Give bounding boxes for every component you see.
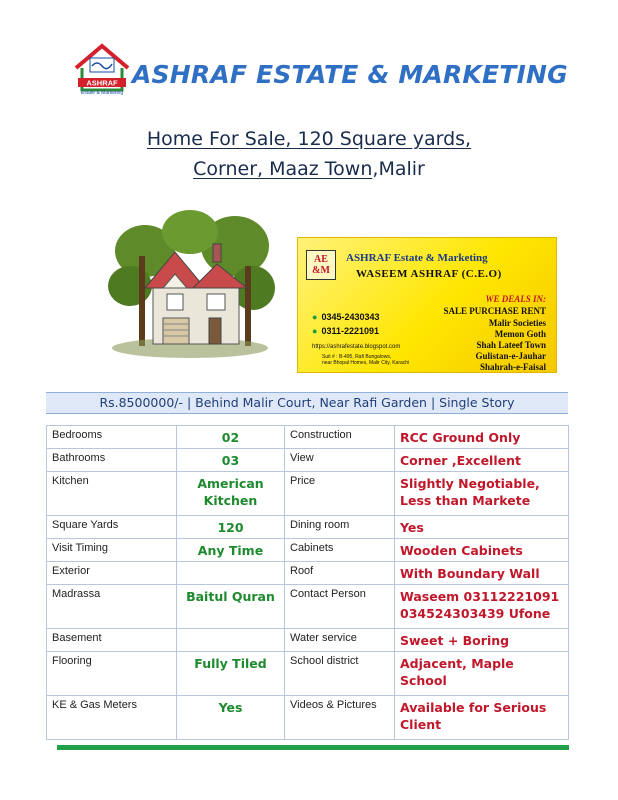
logo-text: ASHRAF xyxy=(86,78,118,88)
spec-label: Basement xyxy=(47,629,177,652)
headline-line2-underlined: Corner, Maaz Town xyxy=(193,158,373,180)
brand-title: ASHRAF ESTATE & MARKETING xyxy=(132,60,568,89)
spec-label: School district xyxy=(285,652,395,696)
spec-label: Construction xyxy=(285,426,395,449)
table-row xyxy=(47,629,569,652)
spec-value: Sweet + Boring xyxy=(395,629,569,652)
area-item: Malir Societies xyxy=(488,318,546,328)
area-item: Memon Goth xyxy=(494,329,546,339)
property-spec-table xyxy=(46,425,569,740)
spec-value: 02 xyxy=(177,426,285,449)
card-services: SALE PURCHASE RENT xyxy=(443,306,546,316)
card-phone-2: ● 0311-2221091 xyxy=(312,326,379,336)
table-row xyxy=(47,516,569,539)
spec-label: Visit Timing xyxy=(47,539,177,562)
spec-label: Bedrooms xyxy=(47,426,177,449)
table-row xyxy=(47,652,569,696)
table-row xyxy=(47,472,569,516)
area-item: Shahrah-e-Faisal xyxy=(479,362,546,372)
house-illustration xyxy=(105,196,275,366)
spec-label: Madrassa xyxy=(47,585,177,629)
logo-subtext: Estate & Marketing xyxy=(80,90,124,96)
address-line1: Suit # : B-495, Rafi Bungalows, xyxy=(322,354,392,360)
card-website: https://ashrafestate.blogspot.com xyxy=(312,344,401,350)
spec-value: Adjacent, Maple School xyxy=(395,652,569,696)
spec-label: Bathrooms xyxy=(47,449,177,472)
spec-value: Any Time xyxy=(177,539,285,562)
table-row xyxy=(47,539,569,562)
spec-value: With Boundary Wall xyxy=(395,562,569,585)
table-row xyxy=(47,585,569,629)
spec-label: Cabinets xyxy=(285,539,395,562)
badge-line1: AE xyxy=(314,254,328,265)
spec-value: RCC Ground Only xyxy=(395,426,569,449)
table-row xyxy=(47,696,569,740)
spec-value: Yes xyxy=(177,696,285,740)
listing-headline xyxy=(0,124,618,184)
spec-value: Baitul Quran xyxy=(177,585,285,629)
spec-value: Available for Serious Client xyxy=(395,696,569,740)
card-company-name: ASHRAF Estate & Marketing xyxy=(346,252,488,264)
address-line2: near Bhopal Homes, Malir City, Karachi xyxy=(322,360,410,366)
area-item: Shah Lateef Town xyxy=(476,340,546,350)
spec-value: American Kitchen xyxy=(177,472,285,516)
spec-value: Fully Tiled xyxy=(177,652,285,696)
card-badge xyxy=(306,250,336,280)
spec-label: Videos & Pictures xyxy=(285,696,395,740)
card-areas xyxy=(475,318,546,373)
table-row xyxy=(47,426,569,449)
table-row xyxy=(47,449,569,472)
footer-divider xyxy=(57,745,569,750)
spec-label: Price xyxy=(285,472,395,516)
spec-value: Wooden Cabinets xyxy=(395,539,569,562)
card-address xyxy=(322,354,409,366)
card-deals-label: WE DEALS IN: xyxy=(485,294,546,304)
spec-label: Roof xyxy=(285,562,395,585)
card-phone-1: ● 0345-2430343 xyxy=(312,312,380,322)
badge-line2: &M xyxy=(312,265,330,276)
spec-value xyxy=(177,629,285,652)
headline-line1: Home For Sale, 120 Square yards, xyxy=(146,128,472,150)
area-item: Gulistan-e-Jauhar xyxy=(475,351,546,361)
company-logo xyxy=(70,40,134,96)
headline-line2-rest: ,Malir xyxy=(372,158,425,180)
spec-label: Flooring xyxy=(47,652,177,696)
spec-label: Exterior xyxy=(47,562,177,585)
table-row xyxy=(47,562,569,585)
spec-value: 03 xyxy=(177,449,285,472)
spec-label: Dining room xyxy=(285,516,395,539)
price-location-summary: Rs.8500000/- | Behind Malir Court, Near Rafi Garden | Single Story xyxy=(46,392,568,414)
card-ceo: WASEEM ASHRAF (C.E.O) xyxy=(356,268,502,280)
spec-label: View xyxy=(285,449,395,472)
spec-value: Corner ,Excellent xyxy=(395,449,569,472)
spec-label: Contact Person xyxy=(285,585,395,629)
spec-value xyxy=(177,562,285,585)
spec-label: Kitchen xyxy=(47,472,177,516)
spec-label: KE & Gas Meters xyxy=(47,696,177,740)
spec-value: Slightly Negotiable, Less than Markete xyxy=(395,472,569,516)
spec-value: 120 xyxy=(177,516,285,539)
business-card xyxy=(298,238,556,372)
spec-label: Square Yards xyxy=(47,516,177,539)
spec-value: Yes xyxy=(395,516,569,539)
spec-value: Waseem 03112221091 034524303439 Ufone xyxy=(395,585,569,629)
spec-label: Water service xyxy=(285,629,395,652)
